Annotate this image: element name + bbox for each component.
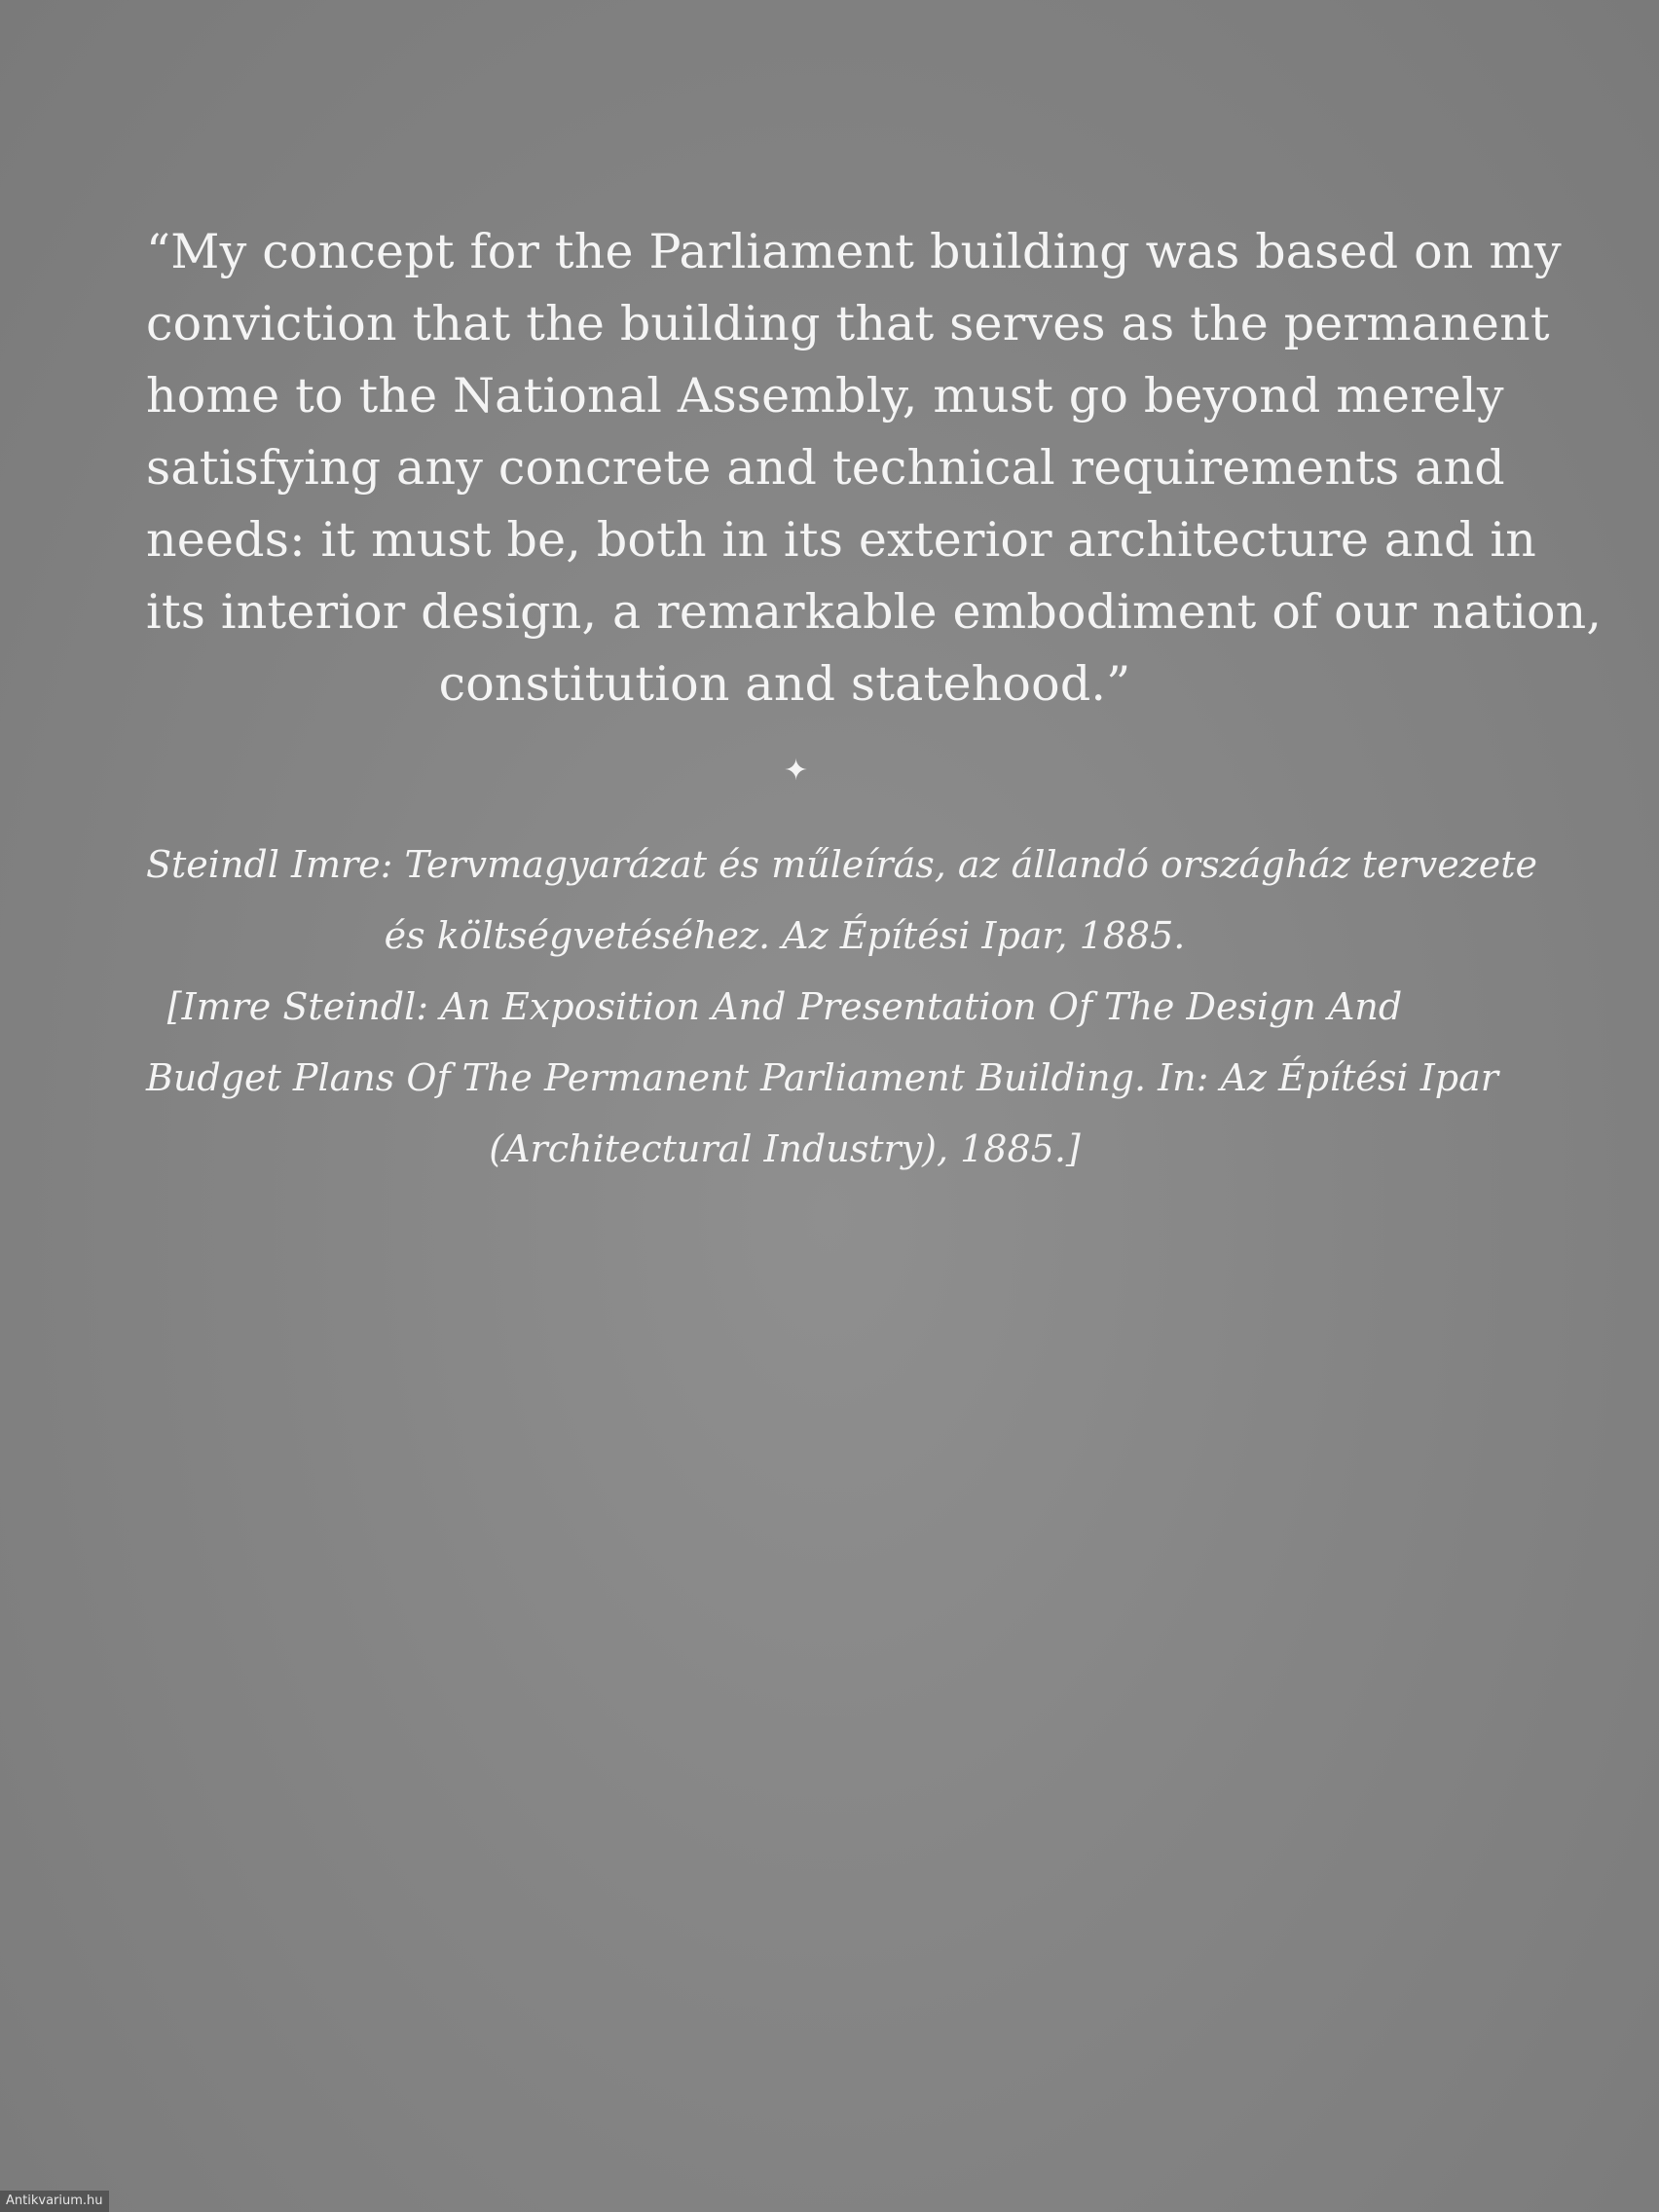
quote-line: home to the National Assembly, must go beyond merely	[146, 368, 1504, 424]
citation-line: Steindl Imre: Tervmagyarázat és műleírás, az állandó országház tervezete	[146, 843, 1537, 886]
quote-line: satisfying any concrete and technical requirements and	[146, 440, 1505, 496]
citation-line: Budget Plans Of The Permanent Parliament Building. In: Az Építési Ipar	[146, 1056, 1498, 1099]
quote-line: “My concept for the Parliament building was based on my	[146, 224, 1562, 279]
citation-line: és költségvetéséhez. Az Építési Ipar, 1885.	[384, 914, 1186, 957]
watermark-label: Antikvarium.hu	[0, 2191, 109, 2212]
citation-block	[146, 830, 1537, 1185]
quote-line: needs: it must be, both in its exterior architecture and in	[146, 512, 1536, 568]
quote-line: constitution and statehood.”	[438, 656, 1131, 712]
fleuron-icon: ✦	[784, 754, 809, 788]
quote-line: conviction that the building that serves as the permanent	[146, 296, 1550, 351]
quote-block	[146, 216, 1603, 720]
citation-line: [Imre Steindl: An Exposition And Presentation Of The Design And	[166, 985, 1403, 1028]
quote-line: its interior design, a remarkable embodiment of our nation,	[146, 584, 1603, 640]
citation-line: (Architectural Industry), 1885.]	[489, 1127, 1081, 1170]
